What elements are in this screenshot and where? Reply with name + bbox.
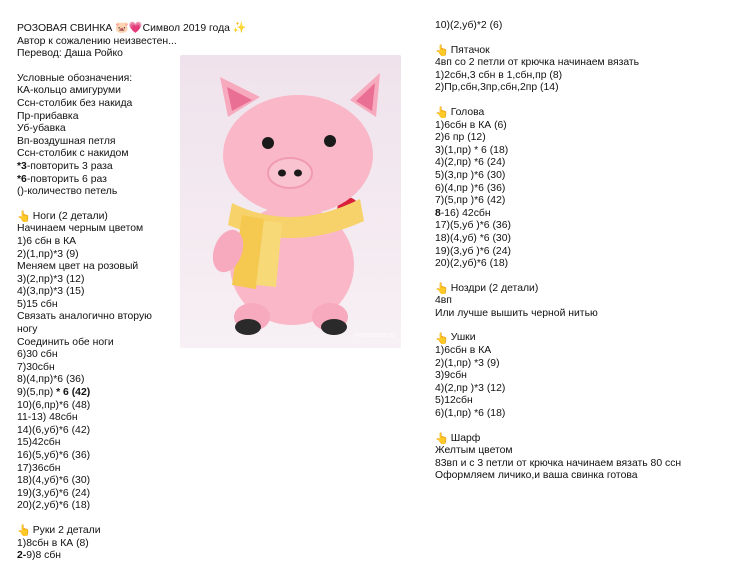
pattern-row: 2-9)8 сбн — [17, 550, 62, 562]
section-snout: 👆 Пятачок — [435, 44, 490, 57]
pattern-row: 7)30сбн — [17, 361, 55, 373]
pattern-row: 2)(1,пр) *3 (9) — [435, 357, 500, 369]
pattern-row: 8-16) 42сбн — [435, 207, 491, 219]
document-title — [17, 22, 247, 36]
legend-item: Ссн-столбик с накидом — [17, 148, 129, 160]
pattern-row: 83вп и с 3 петли от крючка начинаем вязать 80 ссн — [435, 457, 682, 469]
legend-item: ()-количество петель — [17, 186, 118, 198]
pattern-row: 5)(3,пр )*6 (30) — [435, 169, 506, 181]
pattern-row: 15)42сбн — [17, 437, 61, 449]
hand-icon: 👆 — [435, 432, 449, 445]
author-line: Автор к сожалению неизвестен... — [17, 35, 177, 47]
pattern-row: 14)(6,уб)*6 (42) — [17, 424, 91, 436]
pattern-row: 11-13) 48сбн — [17, 412, 78, 424]
pattern-row: 10)(6,пр)*6 (48) — [17, 399, 91, 411]
pattern-row: 3)9сбн — [435, 370, 467, 382]
hand-icon: 👆 — [435, 282, 449, 295]
legend-item: Ссн-столбик без накида — [17, 97, 133, 109]
pattern-row: 3)(2,пр)*3 (12) — [17, 273, 85, 285]
pattern-row: 4)(2,пр) *6 (24) — [435, 157, 506, 169]
title-text: РОЗОВАЯ СВИНКА — [17, 23, 113, 34]
section-nostrils: 👆 Ноздри (2 детали) — [435, 282, 539, 295]
section-legs: 👆 Ноги (2 детали) — [17, 210, 108, 224]
pattern-row: 3)(1,пр) * 6 (18) — [435, 144, 509, 156]
pattern-row: Желтым цветом — [435, 445, 513, 457]
pattern-row: 4вп — [435, 295, 452, 307]
pattern-row: 2)(1,пр)*3 (9) — [17, 248, 79, 260]
pattern-row: Меняем цвет на розовый — [17, 261, 139, 273]
pattern-row: ногу — [17, 324, 38, 336]
legend-item: Пр-прибавка — [17, 110, 79, 122]
pattern-row: 17)(5,уб )*6 (36) — [435, 220, 511, 232]
pattern-row: 1)6сбн в КА — [435, 345, 492, 357]
title-suffix: Символ 2019 года — [142, 23, 230, 34]
heart-icon: 💗 — [128, 22, 143, 34]
pattern-row: 18)(4,уб)*6 (30) — [17, 475, 91, 487]
legend-item: *3-повторить 3 раза — [17, 160, 113, 172]
translator-line: Перевод: Даша Ройко — [17, 48, 123, 60]
pattern-row: 5)15 сбн — [17, 298, 58, 310]
pattern-row: 5)12сбн — [435, 395, 473, 407]
section-ears: 👆 Ушки — [435, 332, 476, 345]
pattern-row: Соединить обе ноги — [17, 336, 114, 348]
hand-icon: 👆 — [17, 211, 31, 224]
hand-icon: 👆 — [435, 44, 449, 57]
sparkles-icon: ✨ — [232, 22, 247, 34]
pattern-row: 18)(4,уб) *6 (30) — [435, 232, 511, 244]
pattern-row: 6)30 сбн — [17, 349, 58, 361]
pattern-row: 19)(3,уб)*6 (24) — [17, 487, 91, 499]
legend-item: КА-кольцо амигуруми — [17, 85, 121, 97]
pattern-row: Оформляем личико,и ваша свинка готова — [435, 470, 638, 482]
pattern-row: 8)(4,пр)*6 (36) — [17, 374, 85, 386]
section-arms: 👆 Руки 2 детали — [17, 524, 101, 538]
pattern-row: 4вп со 2 петли от крючка начинаем вязать — [435, 57, 640, 69]
section-head: 👆 Голова — [435, 106, 485, 120]
hand-icon: 👆 — [17, 525, 31, 538]
pattern-row: Или лучше вышить черной нитью — [435, 307, 598, 319]
right-column — [435, 20, 735, 483]
pattern-row: 2)Пр,сбн,3пр,сбн,2пр (14) — [435, 82, 559, 94]
pig-face-icon: 🐷 — [115, 22, 129, 34]
pattern-row: 20)(2,уб)*6 (18) — [435, 258, 509, 270]
legend-item: Вп-воздушная петля — [17, 135, 116, 147]
pattern-row: 1)8сбн в КА (8) — [17, 537, 89, 549]
section-scarf: 👆 Шарф — [435, 432, 481, 445]
hand-icon: 👆 — [435, 332, 449, 345]
pattern-row: 1)2сбн,3 сбн в 1,сбн,пр (8) — [435, 69, 563, 81]
pattern-row: 17)36сбн — [17, 462, 61, 474]
photo-watermark: livemaster.ru — [355, 332, 395, 340]
pattern-row: 1)6 сбн в КА — [17, 235, 77, 247]
pattern-row: 19)(3,уб )*6 (24) — [435, 245, 511, 257]
pattern-row: 1)6сбн в КА (6) — [435, 119, 507, 131]
pattern-row: 6)(1,пр) *6 (18) — [435, 408, 506, 420]
pattern-row: 20)(2,уб)*6 (18) — [17, 500, 91, 512]
pattern-row: 16)(5,уб)*6 (36) — [17, 450, 91, 461]
legend-item: Уб-убавка — [17, 123, 66, 135]
pattern-row: 6)(4,пр )*6 (36) — [435, 182, 506, 194]
pattern-row: Связать аналогично вторую — [17, 311, 152, 323]
pattern-row: 2)6 пр (12) — [435, 132, 486, 144]
pattern-row: Начинаем черным цветом — [17, 223, 144, 235]
pattern-row: 9)(5,пр) * 6 (42) — [17, 387, 91, 399]
hand-icon: 👆 — [435, 107, 449, 120]
pattern-row: 7)(5,пр )*6 (42) — [435, 195, 506, 207]
legend-item: *6-повторить 6 раз — [17, 173, 107, 185]
legend-title: Условные обозначения: — [17, 72, 133, 84]
amigurumi-pig-photo — [180, 55, 401, 348]
pattern-row: 4)(3,пр)*3 (15) — [17, 286, 85, 298]
pattern-row: 4)(2,пр )*3 (12) — [435, 382, 506, 394]
left-column — [17, 22, 247, 563]
pattern-row: 10)(2,уб)*2 (6) — [435, 20, 503, 31]
